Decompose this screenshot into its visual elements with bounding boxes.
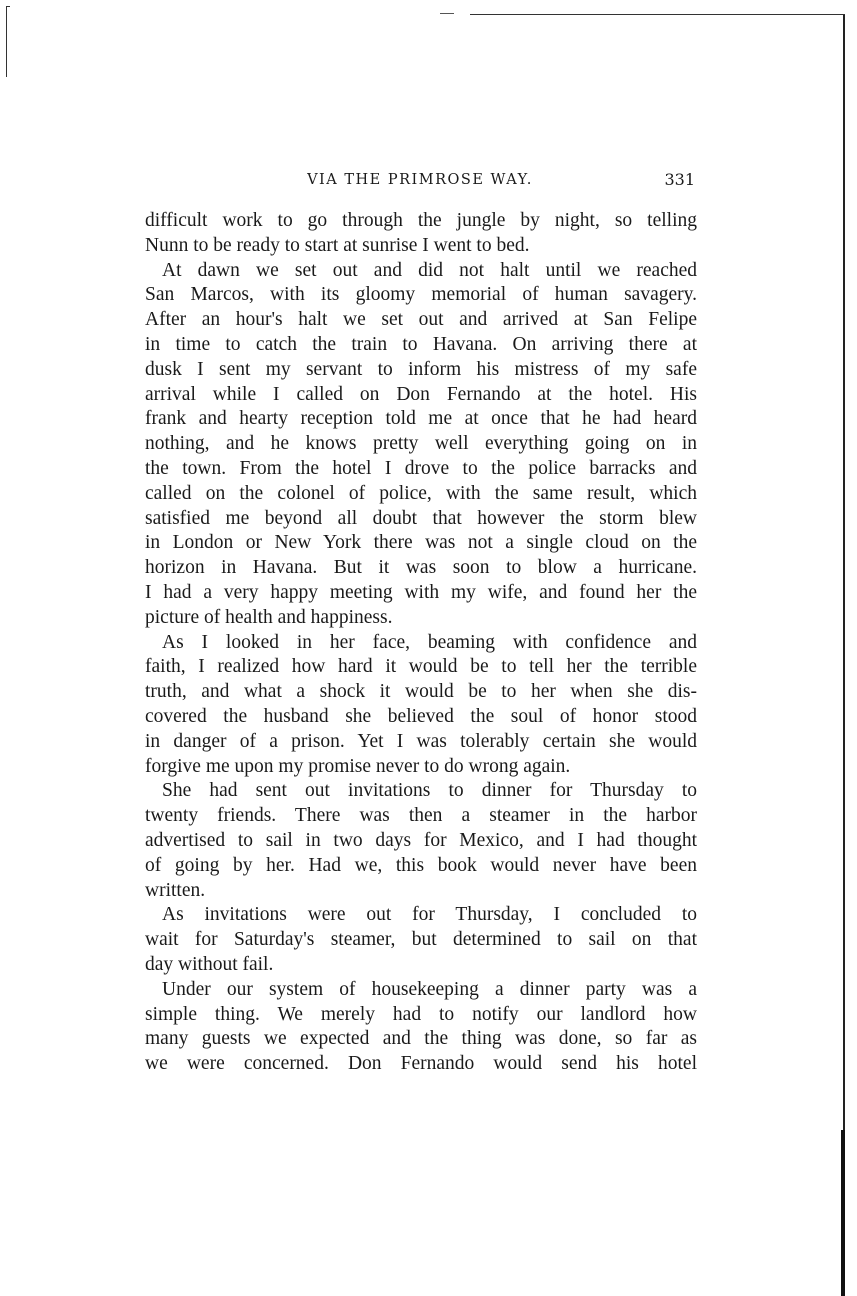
text-line: of going by her. Had we, this book would never have been xyxy=(145,854,697,876)
text-line: simple thing. We merely had to notify our landlord how xyxy=(145,1003,697,1025)
text-line: wait for Saturday's steamer, but determined to sail on that xyxy=(145,929,697,951)
text-line: in time to catch the train to Havana. On arriving there at xyxy=(145,333,697,355)
running-title: VIA THE PRIMROSE WAY. xyxy=(307,172,533,188)
scan-edge-line xyxy=(440,13,454,14)
text-line: faith, I realized how hard it would be to tell her the terrible xyxy=(145,656,697,678)
text-line: called on the colonel of police, with the same result, which xyxy=(145,482,697,504)
text-line: advertised to sail in two days for Mexico, and I had thought xyxy=(145,829,697,851)
scan-edge-mark xyxy=(6,6,10,77)
text-line: San Marcos, with its gloomy memorial of human savagery. xyxy=(145,284,697,306)
text-line: As invitations were out for Thursday, I concluded to xyxy=(162,904,697,926)
text-line: truth, and what a shock it would be to her when she dis- xyxy=(145,681,697,703)
text-line: written. xyxy=(145,879,206,901)
text-line: At dawn we set out and did not halt until we reached xyxy=(162,259,697,281)
scan-edge-line xyxy=(470,14,845,15)
text-line: dusk I sent my servant to inform his mistress of my safe xyxy=(145,358,697,380)
scan-page-edge xyxy=(843,15,845,1296)
page-header xyxy=(145,170,695,192)
text-line: I had a very happy meeting with my wife, and found her the xyxy=(145,581,697,603)
text-line: horizon in Havana. But it was soon to blow a hurricane. xyxy=(145,557,697,579)
text-line: many guests we expected and the thing was done, so far as xyxy=(145,1028,697,1050)
text-line: in danger of a prison. Yet I was tolerably certain she would xyxy=(145,730,697,752)
text-line: arrival while I called on Don Fernando at the hotel. His xyxy=(145,383,697,405)
page-number: 331 xyxy=(664,170,695,189)
text-line: Nunn to be ready to start at sunrise I went to bed. xyxy=(145,234,530,256)
text-line: in London or New York there was not a single cloud on the xyxy=(145,532,697,554)
text-line: covered the husband she believed the soul of honor stood xyxy=(145,705,697,727)
text-line: the town. From the hotel I drove to the police barracks and xyxy=(145,457,697,479)
text-line: After an hour's halt we set out and arrived at San Felipe xyxy=(145,309,697,331)
text-line: forgive me upon my promise never to do wrong again. xyxy=(145,755,571,777)
text-line: picture of health and happiness. xyxy=(145,606,393,628)
body-text xyxy=(145,209,697,1077)
text-line: satisfied me beyond all doubt that however the storm blew xyxy=(145,507,697,529)
text-line: twenty friends. There was then a steamer in the harbor xyxy=(145,805,697,827)
text-line: Under our system of housekeeping a dinner party was a xyxy=(162,978,697,1000)
text-line: day without fail. xyxy=(145,953,274,975)
text-line: we were concerned. Don Fernando would send his hotel xyxy=(145,1053,697,1075)
scan-page-edge xyxy=(841,1130,845,1296)
text-line: frank and hearty reception told me at once that he had heard xyxy=(145,408,697,430)
text-line: As I looked in her face, beaming with confidence and xyxy=(162,631,697,653)
text-line: nothing, and he knows pretty well everything going on in xyxy=(145,433,697,455)
text-line: She had sent out invitations to dinner for Thursday to xyxy=(162,780,697,802)
text-line: difficult work to go through the jungle by night, so telling xyxy=(145,210,697,231)
